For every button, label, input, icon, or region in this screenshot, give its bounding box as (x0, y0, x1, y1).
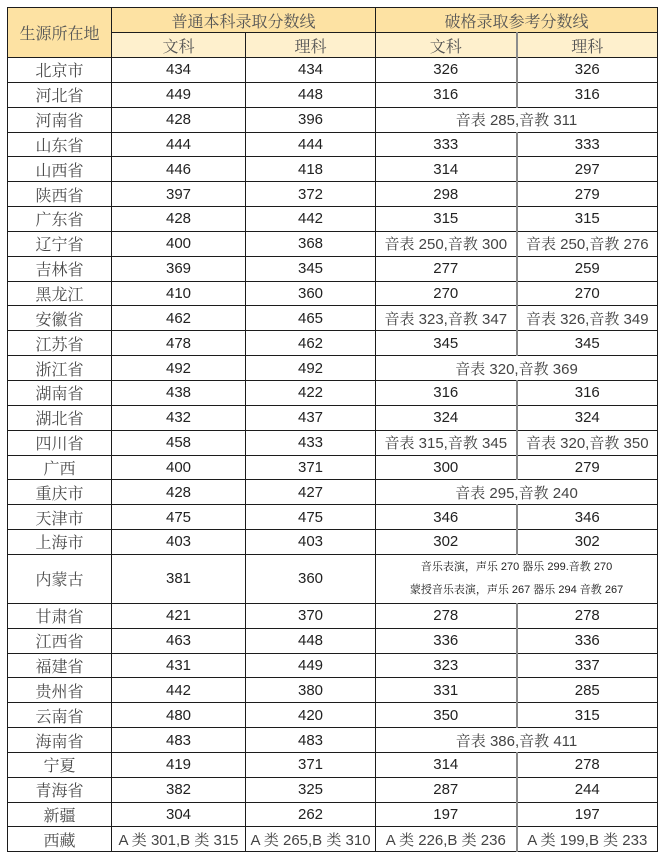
cell-regular-science: 442 (246, 207, 376, 232)
breakout-note-line: 音乐表演，声乐 270 器乐 299.音教 270 (420, 560, 613, 573)
cell-regular-science: 462 (246, 331, 376, 356)
cell-breakout-arts: 326 (376, 58, 517, 83)
header-breakout-arts: 文科 (376, 33, 517, 58)
cell-regular-arts: 369 (112, 256, 246, 281)
cell-breakout-merged-multiline (376, 554, 658, 603)
cell-regular-science: 262 (246, 802, 376, 827)
cell-regular-science: A 类 265,B 类 310 (246, 827, 376, 852)
cell-breakout-science: 197 (517, 802, 658, 827)
table-row (8, 530, 658, 555)
cell-breakout-science: 316 (517, 82, 658, 107)
cell-region: 黑龙江 (8, 281, 112, 306)
cell-breakout-science: 346 (517, 505, 658, 530)
table-row (8, 455, 658, 480)
cell-regular-science: 396 (246, 107, 376, 132)
table-row (8, 405, 658, 430)
table-row (8, 678, 658, 703)
cell-region: 山西省 (8, 157, 112, 182)
table-row (8, 182, 658, 207)
table-row (8, 802, 658, 827)
table-row (8, 82, 658, 107)
cell-regular-science: 371 (246, 752, 376, 777)
cell-regular-science: 434 (246, 58, 376, 83)
cell-region: 四川省 (8, 430, 112, 455)
header-regular-group: 普通本科录取分数线 (112, 8, 376, 33)
table-row (8, 430, 658, 455)
cell-breakout-arts: 324 (376, 405, 517, 430)
cell-breakout-science: 270 (517, 281, 658, 306)
header-regular-arts: 文科 (112, 33, 246, 58)
table-row (8, 231, 658, 256)
table-row (8, 356, 658, 381)
cell-regular-science: 380 (246, 678, 376, 703)
cell-region: 重庆市 (8, 480, 112, 505)
cell-region: 新疆 (8, 802, 112, 827)
cell-breakout-arts: 345 (376, 331, 517, 356)
cell-regular-science: 492 (246, 356, 376, 381)
cell-regular-arts: 442 (112, 678, 246, 703)
cell-region: 河南省 (8, 107, 112, 132)
cell-regular-arts: 458 (112, 430, 246, 455)
header-breakout-group: 破格录取参考分数线 (376, 8, 658, 33)
cell-breakout-science: 297 (517, 157, 658, 182)
cell-breakout-merged: 音表 386,音教 411 (376, 728, 658, 753)
cell-region: 宁夏 (8, 752, 112, 777)
cell-regular-science: 345 (246, 256, 376, 281)
cell-regular-arts: 492 (112, 356, 246, 381)
cell-regular-science: 437 (246, 405, 376, 430)
cell-regular-science: 360 (246, 554, 376, 603)
cell-breakout-merged: 音表 320,音教 369 (376, 356, 658, 381)
cell-region: 安徽省 (8, 306, 112, 331)
cell-regular-arts: 400 (112, 455, 246, 480)
cell-breakout-science: 279 (517, 455, 658, 480)
cell-region: 江苏省 (8, 331, 112, 356)
cell-regular-science: 444 (246, 132, 376, 157)
cell-regular-arts: 463 (112, 628, 246, 653)
cell-regular-science: 433 (246, 430, 376, 455)
cell-region: 福建省 (8, 653, 112, 678)
header-region: 生源所在地 (8, 8, 112, 58)
cell-breakout-arts: 278 (376, 603, 517, 628)
cell-breakout-science: 315 (517, 207, 658, 232)
cell-regular-arts: 432 (112, 405, 246, 430)
table-row (8, 306, 658, 331)
cell-breakout-science: 316 (517, 380, 658, 405)
cell-breakout-arts: 音表 315,音教 345 (376, 430, 517, 455)
table-row (8, 331, 658, 356)
cell-breakout-science: 324 (517, 405, 658, 430)
breakout-note-line: 蒙授音乐表演，声乐 267 器乐 294 音教 267 (409, 583, 624, 596)
table-row (8, 653, 658, 678)
cell-regular-arts: 480 (112, 703, 246, 728)
cell-regular-arts: 431 (112, 653, 246, 678)
cell-breakout-arts: 300 (376, 455, 517, 480)
cell-breakout-science: 337 (517, 653, 658, 678)
cell-breakout-science: 音表 250,音教 276 (517, 231, 658, 256)
cell-breakout-arts: 350 (376, 703, 517, 728)
cell-region: 海南省 (8, 728, 112, 753)
cell-regular-science: 475 (246, 505, 376, 530)
cell-breakout-arts: 287 (376, 777, 517, 802)
table-row (8, 157, 658, 182)
cell-regular-arts: 446 (112, 157, 246, 182)
cell-regular-arts: 428 (112, 107, 246, 132)
cell-breakout-science: 315 (517, 703, 658, 728)
cell-regular-science: 465 (246, 306, 376, 331)
cell-region: 湖北省 (8, 405, 112, 430)
cell-regular-science: 370 (246, 603, 376, 628)
table-row (8, 505, 658, 530)
cell-region: 吉林省 (8, 256, 112, 281)
cell-breakout-science: A 类 199,B 类 233 (517, 827, 658, 852)
cell-regular-arts: 381 (112, 554, 246, 603)
cell-region: 天津市 (8, 505, 112, 530)
cell-breakout-arts: 331 (376, 678, 517, 703)
cell-region: 河北省 (8, 82, 112, 107)
cell-regular-arts: 483 (112, 728, 246, 753)
cell-regular-science: 368 (246, 231, 376, 256)
table-row (8, 728, 658, 753)
table-row (8, 58, 658, 83)
cell-region: 云南省 (8, 703, 112, 728)
cell-breakout-arts: 298 (376, 182, 517, 207)
cell-region: 西藏 (8, 827, 112, 852)
cell-region: 北京市 (8, 58, 112, 83)
cell-breakout-arts: 277 (376, 256, 517, 281)
cell-breakout-arts: 315 (376, 207, 517, 232)
table-row (8, 281, 658, 306)
cell-regular-science: 483 (246, 728, 376, 753)
table-row (8, 380, 658, 405)
cell-regular-arts: 304 (112, 802, 246, 827)
cell-breakout-science: 278 (517, 752, 658, 777)
cell-regular-arts: 475 (112, 505, 246, 530)
cell-regular-arts: 403 (112, 530, 246, 555)
cell-regular-arts: 400 (112, 231, 246, 256)
cell-breakout-arts: 336 (376, 628, 517, 653)
cell-region: 贵州省 (8, 678, 112, 703)
cell-regular-science: 371 (246, 455, 376, 480)
cell-breakout-science: 336 (517, 628, 658, 653)
header-regular-science: 理科 (246, 33, 376, 58)
cell-breakout-science: 音表 320,音教 350 (517, 430, 658, 455)
cell-breakout-arts: 346 (376, 505, 517, 530)
cell-breakout-science: 345 (517, 331, 658, 356)
cell-breakout-arts: 197 (376, 802, 517, 827)
cell-breakout-science: 279 (517, 182, 658, 207)
cell-breakout-science: 259 (517, 256, 658, 281)
cell-regular-arts: 444 (112, 132, 246, 157)
cell-region: 湖南省 (8, 380, 112, 405)
cell-breakout-arts: 音表 250,音教 300 (376, 231, 517, 256)
cell-regular-science: 372 (246, 182, 376, 207)
cell-breakout-arts: 270 (376, 281, 517, 306)
cell-breakout-arts: 314 (376, 752, 517, 777)
cell-region: 内蒙古 (8, 554, 112, 603)
cell-regular-arts: 428 (112, 480, 246, 505)
cell-regular-arts: 462 (112, 306, 246, 331)
cell-regular-science: 403 (246, 530, 376, 555)
cell-breakout-merged: 音表 285,音教 311 (376, 107, 658, 132)
table-row (8, 107, 658, 132)
cell-breakout-arts: A 类 226,B 类 236 (376, 827, 517, 852)
cell-region: 广西 (8, 455, 112, 480)
cell-regular-arts: 410 (112, 281, 246, 306)
cell-regular-arts: 449 (112, 82, 246, 107)
cell-regular-arts: 478 (112, 331, 246, 356)
cell-breakout-science: 244 (517, 777, 658, 802)
cell-region: 山东省 (8, 132, 112, 157)
table-row (8, 207, 658, 232)
table-row (8, 777, 658, 802)
cell-breakout-science: 音表 326,音教 349 (517, 306, 658, 331)
cell-regular-arts: 419 (112, 752, 246, 777)
cell-regular-science: 448 (246, 82, 376, 107)
cell-regular-science: 448 (246, 628, 376, 653)
cell-regular-arts: A 类 301,B 类 315 (112, 827, 246, 852)
cell-breakout-arts: 323 (376, 653, 517, 678)
cell-regular-science: 427 (246, 480, 376, 505)
cell-breakout-arts: 333 (376, 132, 517, 157)
table-row (8, 827, 658, 852)
cell-breakout-science: 278 (517, 603, 658, 628)
cell-regular-arts: 397 (112, 182, 246, 207)
cell-breakout-science: 302 (517, 530, 658, 555)
cell-region: 甘肃省 (8, 603, 112, 628)
cell-breakout-arts: 316 (376, 82, 517, 107)
cell-breakout-arts: 316 (376, 380, 517, 405)
cell-regular-arts: 428 (112, 207, 246, 232)
cell-region: 上海市 (8, 530, 112, 555)
cell-breakout-science: 285 (517, 678, 658, 703)
admission-score-table (7, 7, 658, 852)
cell-region: 江西省 (8, 628, 112, 653)
cell-regular-science: 360 (246, 281, 376, 306)
table-row (8, 703, 658, 728)
cell-breakout-science: 326 (517, 58, 658, 83)
table-row (8, 256, 658, 281)
cell-regular-arts: 434 (112, 58, 246, 83)
table-row (8, 554, 658, 603)
table-row (8, 628, 658, 653)
table-row (8, 480, 658, 505)
cell-region: 青海省 (8, 777, 112, 802)
cell-region: 陕西省 (8, 182, 112, 207)
table-row (8, 752, 658, 777)
cell-regular-arts: 438 (112, 380, 246, 405)
table-row (8, 603, 658, 628)
cell-regular-science: 420 (246, 703, 376, 728)
cell-region: 浙江省 (8, 356, 112, 381)
cell-breakout-arts: 314 (376, 157, 517, 182)
cell-region: 广东省 (8, 207, 112, 232)
cell-region: 辽宁省 (8, 231, 112, 256)
cell-regular-science: 418 (246, 157, 376, 182)
cell-regular-science: 422 (246, 380, 376, 405)
cell-regular-arts: 382 (112, 777, 246, 802)
table-row (8, 132, 658, 157)
header-breakout-science: 理科 (517, 33, 658, 58)
cell-breakout-arts: 音表 323,音教 347 (376, 306, 517, 331)
cell-breakout-arts: 302 (376, 530, 517, 555)
cell-regular-science: 325 (246, 777, 376, 802)
cell-breakout-science: 333 (517, 132, 658, 157)
cell-regular-science: 449 (246, 653, 376, 678)
cell-breakout-merged: 音表 295,音教 240 (376, 480, 658, 505)
header-row-groups (8, 8, 658, 33)
cell-regular-arts: 421 (112, 603, 246, 628)
